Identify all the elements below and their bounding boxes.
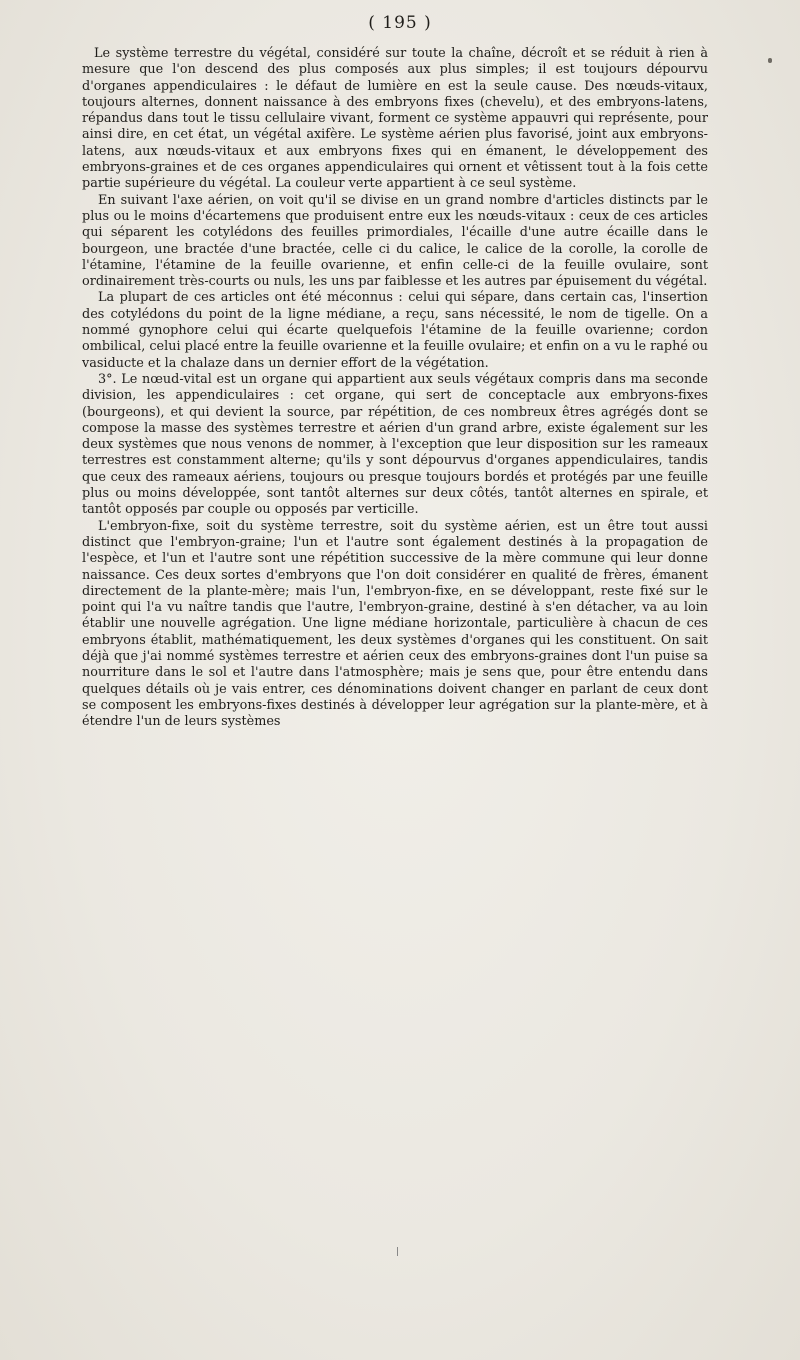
paragraph-aerial-axis: En suivant l'axe aérien, on voit qu'il se divise en un grand nombre d'articles distincts par le plus ou le moins d'écartemens que produisent entre eux les nœuds-vitaux : ceux de ces articles qui séparent les cotylédons des feuilles primordiales, l'écaille d'une autre écaille dans le bourgeon, une bractée d'une bractée, celle ci du calice, le calice de la corolle, la corolle de l'étamine, l'étamine de la feuille ovarienne, et enfin celle-ci de la feuille ovulaire, sont ordinairement très-courts ou nuls, les uns par faiblesse et les autres par épuisement du végétal. — [82, 192, 708, 290]
ink-speck — [768, 58, 772, 63]
page-mark — [397, 1247, 398, 1256]
paragraph-terrestrial-system: Le système terrestre du végétal, considéré sur toute la chaîne, décroît et se réduit à rien à mesure que l'on descend des plus composés aux plus simples; il est toujours dépourvu d'organes appendiculaires : le défaut de lumière en est la seule cause. Des nœuds-vitaux, toujours alternes, donnent naissance à des embryons fixes (chevelu), et des embryons-latens, répandus dans tout le tissu cellulaire vivant, forment ce système appauvri qui représente, pour ainsi dire, en cet état, un végétal axifère. Le système aérien plus favorisé, joint aux embryons-latens, aux nœuds-vitaux et aux embryons fixes qui en émanent, le développement des embryons-graines et de ces organes appendiculaires qui ornent et vêtissent tout à la fois cette partie supérieure du végétal. La couleur verte appartient à ce seul système. — [82, 46, 708, 192]
paragraph-fixed-embryo: L'embryon-fixe, soit du système terrestre, soit du système aérien, est un être tout aussi distinct que l'embryon-graine; l'un et l'autre sont également destinés à la propagation de l'espèce, et l'un et l'autre sont une répétition successive de la mère commune qui leur donne naissance. Ces deux sortes d'embryons que l'on doit considérer en qualité de frères, émanent directement de la plante-mère; mais l'un, l'embryon-fixe, en se développant, reste fixé sur le point qui l'a vu naître tandis que l'autre, l'embryon-graine, destiné à s'en détacher, va au loin établir une nouvelle agrégation. Une ligne médiane horizontale, particulière à chacun de ces embryons établit, mathématiquement, les deux systèmes d'organes qui les constituent. On sait déjà que j'ai nommé systèmes terrestre et aérien ceux des embryons-graines dont l'un puise sa nourriture dans le sol et l'autre dans l'atmosphère; mais je sens que, pour être entendu dans quelques détails où je vais entrer, ces dénominations doivent changer en parlant de ceux dont se composent les embryons-fixes destinés à développer leur agrégation sur la plante-mère, et à étendre l'un de leurs systèmes — [82, 518, 708, 730]
page-number-header: ( 195 ) — [368, 13, 432, 33]
body-text — [82, 46, 708, 730]
paragraph-vital-node: 3°. Le nœud-vital est un organe qui appartient aux seuls végétaux compris dans ma seconde division, les appendiculaires : cet organe, qui sert de conceptacle aux embryons-fixes (bourgeons), et qui devient la source, par répétition, de ces nombreux êtres agrégés dont se compose la masse des systèmes terrestre et aérien d'un grand arbre, existe également sur les deux systèmes que nous venons de nommer, à l'exception que leur disposition sur les rameaux terrestres est constamment alterne; qu'ils y sont dépourvus d'organes appendiculaires, tandis que ceux des rameaux aériens, toujours ou presque toujours bordés et protégés par une feuille plus ou moins développée, sont tantôt alternes sur deux côtés, tantôt alternes en spirale, et tantôt opposés par couple ou opposés par verticille. — [82, 371, 708, 518]
paragraph-articles: La plupart de ces articles ont été méconnus : celui qui sépare, dans certain cas, l'insertion des cotylédons du point de la ligne médiane, a reçu, sans nécessité, le nom de tigelle. On a nommé gynophore celui qui écarte quelquefois l'étamine de la feuille ovarienne; cordon ombilical, celui placé entre la feuille ovarienne et la feuille ovulaire; et enfin on a vu le raphé ou vasiducte et la chalaze dans un dernier effort de la végétation. — [82, 290, 708, 371]
